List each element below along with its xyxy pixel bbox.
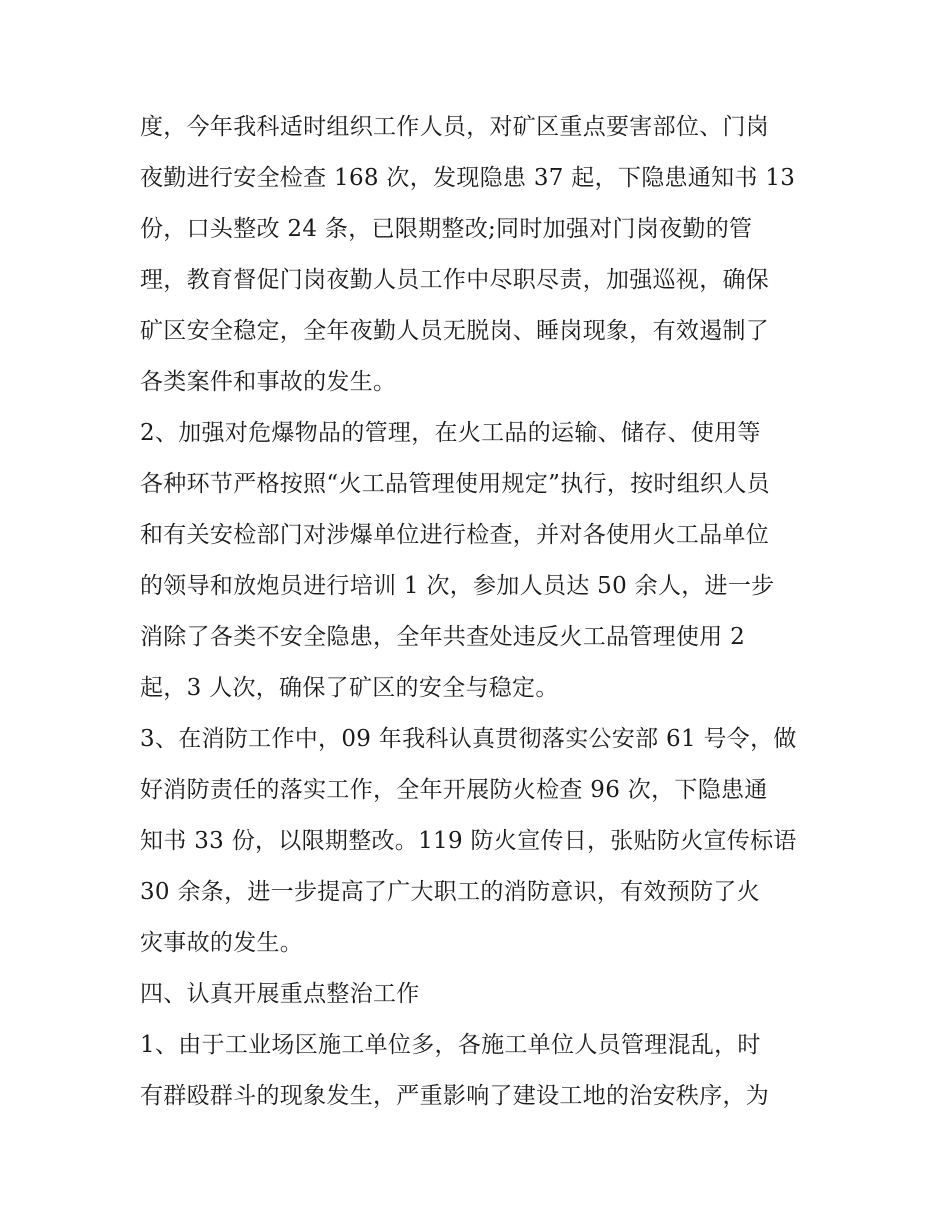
text-line-19: 1、由于工业场区施工单位多，各施工单位人员管理混乱，时 — [140, 1032, 761, 1058]
text-line-14: 好消防责任的落实工作，全年开展防火检查 96 次，下隐患通 — [140, 777, 768, 803]
document-body — [140, 102, 815, 1122]
text-line-12: 起，3 人次，确保了矿区的安全与稳定。 — [140, 675, 559, 701]
text-line-15: 知书 33 份，以限期整改。119 防火宣传日，张贴防火宣传标语 — [140, 828, 797, 854]
text-line-6: 各类案件和事故的发生。 — [140, 369, 397, 395]
text-line-2: 夜勤进行安全检查 168 次，发现隐患 37 起，下隐患通知书 13 — [140, 165, 796, 191]
text-line-11: 消除了各类不安全隐患，全年共查处违反火工品管理使用 2 — [140, 624, 746, 650]
text-line-5: 矿区安全稳定，全年夜勤人员无脱岗、睡岗现象，有效遏制了 — [140, 318, 770, 344]
text-line-9: 和有关安检部门对涉爆单位进行检查，并对各使用火工品单位 — [140, 522, 770, 548]
text-line-3: 份，口头整改 24 条，已限期整改;同时加强对门岗夜勤的管 — [140, 216, 753, 242]
text-line-13: 3、在消防工作中，09 年我科认真贯彻落实公安部 61 号令，做 — [140, 726, 797, 752]
text-line-17: 灾事故的发生。 — [140, 930, 304, 956]
text-line-10: 的领导和放炮员进行培训 1 次，参加人员达 50 余人，进一步 — [140, 573, 775, 599]
text-line-1: 度，今年我科适时组织工作人员，对矿区重点要害部位、门岗 — [140, 114, 770, 140]
text-line-8: 各种环节严格按照“火工品管理使用规定”执行，按时组织人员 — [140, 471, 770, 497]
text-line-16: 30 余条，进一步提高了广大职工的消防意识，有效预防了火 — [140, 879, 760, 905]
section-heading-4: 四、认真开展重点整治工作 — [140, 981, 420, 1007]
text-line-4: 理，教育督促门岗夜勤人员工作中尽职尽责，加强巡视，确保 — [140, 267, 770, 293]
text-line-20: 有群殴群斗的现象发生，严重影响了建设工地的治安秩序，为 — [140, 1083, 770, 1109]
text-line-7: 2、加强对危爆物品的管理，在火工品的运输、储存、使用等 — [140, 420, 761, 446]
